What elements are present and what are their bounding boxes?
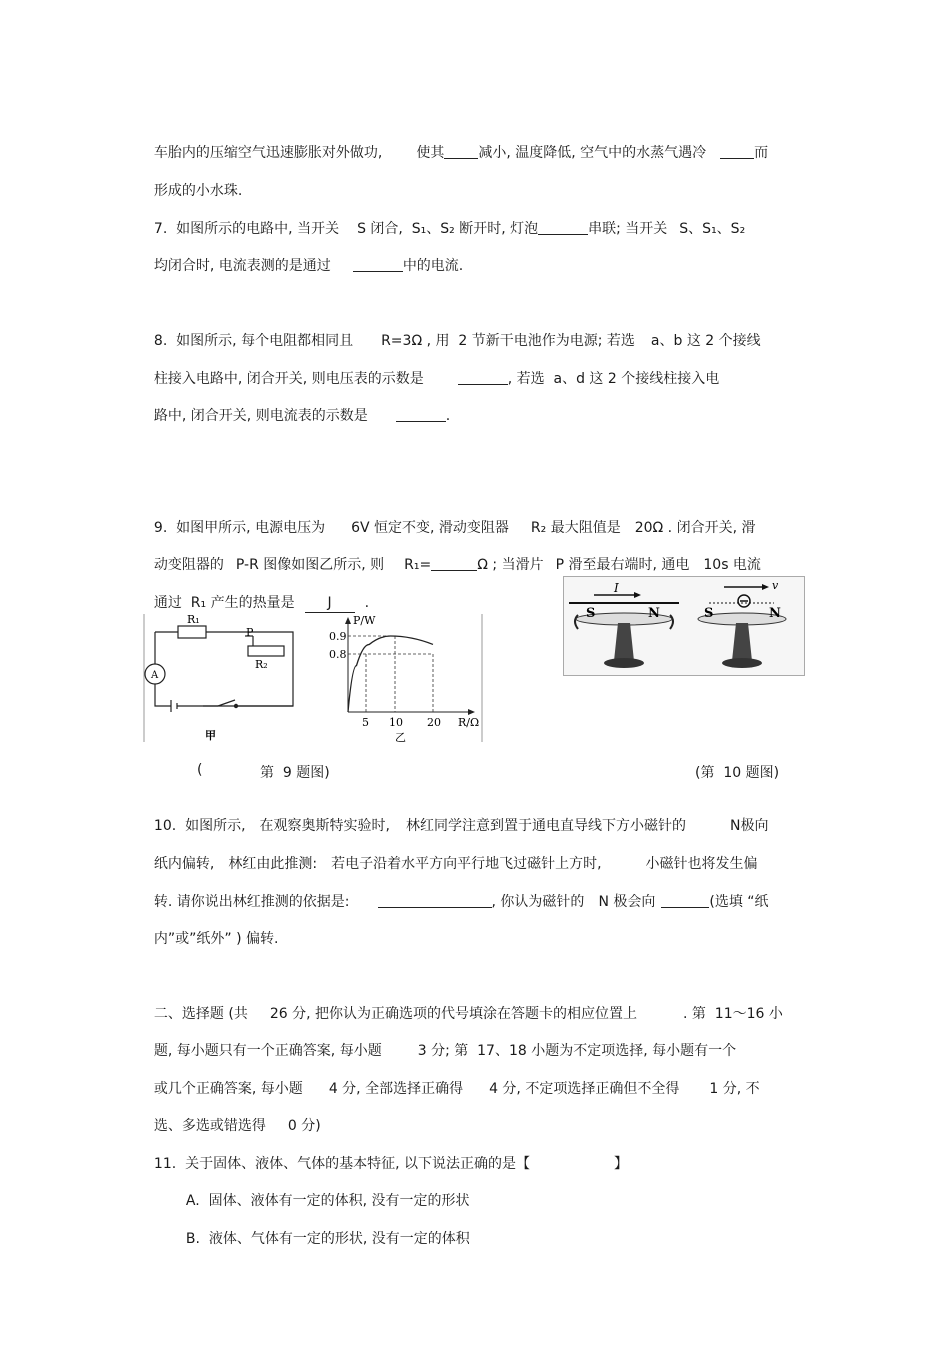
q9-text-k: 通过 R₁ 产生的热量是 <box>153 595 295 611</box>
q9-line-2 <box>145 538 761 574</box>
q9-text-j: 10s 电流 <box>703 557 761 573</box>
q9-text-i: P 滑至最右端时, 通电 <box>555 557 690 573</box>
ammeter-label: A <box>151 670 159 681</box>
q9-text-e: 动变阻器的 <box>153 557 224 573</box>
q11-answer-slot[interactable] <box>530 1156 614 1170</box>
sec2-line-2 <box>145 1024 736 1060</box>
q10-text-d: N极向 <box>729 818 769 834</box>
y-tick-0-9: 0.9 <box>329 630 347 643</box>
q10-text-h: 小磁针也将发生偏 <box>645 856 758 872</box>
q7-blank-2[interactable] <box>353 257 403 272</box>
figure-10-svg <box>564 577 804 675</box>
label-yi: 乙 <box>395 731 406 742</box>
q10-line-1 <box>145 799 768 835</box>
q9-blank-answer[interactable] <box>305 594 355 613</box>
sec2-text-b: 26 分, 把你认为正确选项的代号填涂在答题卡的相应位置上 <box>269 1006 637 1022</box>
q7-text-d: S、S₁、S₂ <box>679 221 746 237</box>
q8-blank-2[interactable] <box>396 407 446 422</box>
q6-blank-2[interactable] <box>720 144 754 159</box>
pr-graph <box>345 617 475 715</box>
q7-text-f: 中的电流. <box>402 258 464 274</box>
q6-blank-1[interactable] <box>444 144 478 159</box>
q9-text-g: R₁= <box>404 557 432 573</box>
current-label: I <box>614 581 619 595</box>
sec2-text-f: 或几个正确答案, 每小题 <box>153 1081 303 1097</box>
q7-text-e: 均闭合时, 电流表测的是通过 <box>153 258 331 274</box>
q8-line-2 <box>145 352 719 388</box>
q11-text-b: 】 <box>613 1156 628 1172</box>
q10-line-4 <box>145 912 278 948</box>
q6-text-d: 而 <box>754 145 769 161</box>
q10-text-m: 内”或”纸外” ) 偏转. <box>153 931 279 947</box>
q8-text-a: 8. 如图所示, 每个电阻都相同且 <box>153 333 354 349</box>
x-tick-20: 20 <box>427 716 441 729</box>
sec2-line-1 <box>145 987 783 1023</box>
q9-blank-1[interactable] <box>431 556 477 571</box>
sec2-text-c: . 第 11～16 小 <box>683 1006 783 1022</box>
figure-9 <box>143 614 483 742</box>
q10-text-a: 10. 如图所示, <box>153 818 246 834</box>
q10-blank-2[interactable] <box>661 893 709 908</box>
q11-text-a: 11. 关于固体、液体、气体的基本特征, 以下说法正确的是【 <box>153 1156 530 1172</box>
q7-line-2 <box>145 239 463 275</box>
caption-fig9-paren: ( <box>197 762 203 778</box>
sec2-text-a: 二、选择题 (共 <box>153 1006 248 1022</box>
q9-line-3 <box>145 576 369 613</box>
q8-line-1 <box>145 314 761 350</box>
q6-text-b: 使其 <box>416 145 445 161</box>
sec2-text-e: 3 分; 第 17、18 小题为不定项选择, 每小题有一个 <box>417 1043 737 1059</box>
circuit-diagram <box>145 626 293 712</box>
sec2-text-i: 1 分, 不 <box>709 1081 760 1097</box>
q9-text-b: 6V 恒定不变, 滑动变阻器 <box>351 520 509 536</box>
sec2-text-h: 4 分, 不定项选择正确但不全得 <box>489 1081 680 1097</box>
sec2-text-g: 4 分, 全部选择正确得 <box>328 1081 464 1097</box>
q9-text-a: 9. 如图甲所示, 电源电压为 <box>153 520 326 536</box>
sec2-text-k: 0 分) <box>287 1118 321 1134</box>
q6-line-2 <box>145 164 242 200</box>
q8-text-e: , 若选 a、d 这 2 个接线柱接入电 <box>507 371 720 387</box>
q8-text-g: . <box>445 408 451 424</box>
q10-text-b: 在观察奥斯特实验时, <box>259 818 390 834</box>
q10-line-2 <box>145 837 758 873</box>
q10-blank-1[interactable] <box>378 893 492 908</box>
q6-line-1 <box>145 126 768 162</box>
q10-line-3 <box>145 875 769 911</box>
caption-fig10: (第 10 题图) <box>695 765 780 781</box>
q7-text-a: 7. 如图所示的电路中, 当开关 <box>153 221 340 237</box>
q9-unit-j: J <box>327 595 332 611</box>
q7-text-b: S 闭合, S₁、S₂ 断开时, 灯泡 <box>357 221 539 237</box>
slider-p-label: P <box>246 626 254 639</box>
q11-option-a[interactable] <box>177 1174 470 1210</box>
x-tick-10: 10 <box>389 716 403 729</box>
caption-fig9: 第 9 题图) <box>260 765 330 781</box>
q8-text-c: a、b 这 2 个接线 <box>650 333 761 349</box>
q9-text-f: P-R 图像如图乙所示, 则 <box>235 557 385 573</box>
q7-text-c: 串联; 当开关 <box>588 221 668 237</box>
q10-text-g: 若电子沿着水平方向平行地飞过磁针上方时, <box>331 856 602 872</box>
sec2-text-j: 选、多选或错选得 <box>153 1118 266 1134</box>
pr-curve <box>348 636 433 712</box>
q8-text-f: 路中, 闭合开关, 则电流表的示数是 <box>153 408 368 424</box>
figure-10 <box>563 576 805 676</box>
q10-text-e: 纸内偏转, <box>153 856 215 872</box>
r1-label: R₁ <box>187 614 200 626</box>
q6-text-c: 减小, 温度降低, 空气中的水蒸气遇冷 <box>478 145 707 161</box>
q8-text-d: 柱接入电路中, 闭合开关, 则电压表的示数是 <box>153 371 424 387</box>
q10-text-c: 林红同学注意到置于通电直导线下方小磁针的 <box>405 818 686 834</box>
y-axis-label: P/W <box>353 614 376 627</box>
sec2-line-4 <box>145 1099 321 1135</box>
label-jia: 甲 <box>205 729 216 742</box>
q7-line-1 <box>145 202 745 238</box>
sec2-text-d: 题, 每小题只有一个正确答案, 每小题 <box>153 1043 382 1059</box>
q7-blank-1[interactable] <box>538 220 588 235</box>
q9-line-1 <box>145 501 755 537</box>
x-tick-5: 5 <box>362 716 369 729</box>
q10-text-l: (选填 “纸 <box>709 894 769 910</box>
x-axis-label: R/Ω <box>458 716 480 729</box>
q6-text-a: 车胎内的压缩空气迅速膨胀对外做功, <box>153 145 383 161</box>
figure-9-svg <box>143 614 483 742</box>
q6-text-e: 形成的小水珠. <box>153 183 243 199</box>
left-n-pole: N <box>648 606 660 621</box>
q9-text-d: 20Ω . 闭合开关, 滑 <box>634 520 756 536</box>
q10-text-i: 转. 请你说出林红推测的依据是: <box>153 894 350 910</box>
q11-option-b-text: B. 液体、气体有一定的形状, 没有一定的体积 <box>185 1231 470 1247</box>
q9-text-h: Ω ; 当滑片 <box>477 557 544 573</box>
q8-blank-1[interactable] <box>458 370 508 385</box>
q9-text-l: . <box>364 595 370 611</box>
q10-text-j: , 你认为磁针的 <box>491 894 585 910</box>
q8-line-3 <box>145 389 450 425</box>
sec2-line-3 <box>145 1062 760 1098</box>
q8-text-b: R=3Ω , 用 2 节新干电池作为电源; 若选 <box>381 333 635 349</box>
q11-stem <box>145 1137 628 1173</box>
right-n-pole: N <box>769 606 781 621</box>
q10-text-k: N 极会向 <box>598 894 656 910</box>
q9-text-c: R₂ 最大阻值是 <box>530 520 621 536</box>
right-s-pole: S <box>704 606 714 621</box>
y-tick-0-8: 0.8 <box>329 648 347 661</box>
velocity-label: v <box>772 579 779 592</box>
q10-text-f: 林红由此推测: <box>228 856 318 872</box>
left-s-pole: S <box>586 606 596 621</box>
q11-option-b[interactable] <box>177 1212 470 1248</box>
q11-option-a-text: A. 固体、液体有一定的体积, 没有一定的形状 <box>185 1193 470 1209</box>
r2-label: R₂ <box>255 658 268 671</box>
